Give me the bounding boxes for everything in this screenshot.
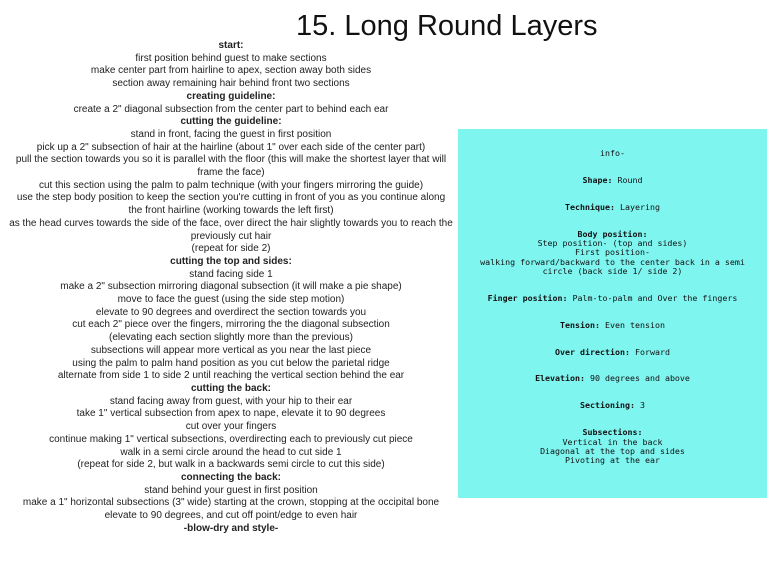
info-item <box>458 428 767 465</box>
info-value: Round <box>617 174 643 185</box>
info-label: Body position: <box>577 228 648 239</box>
step-line: (elevating each section slightly more than the previous) <box>108 332 354 344</box>
step-line: take 1" vertical subsection from apex to nape, elevate it to 90 degrees <box>76 408 386 420</box>
step-line: create a 2" diagonal subsection from the center part to behind each ear <box>73 103 389 115</box>
section-heading: creating guideline: <box>186 90 276 102</box>
step-line: stand in front, facing the guest in first position <box>130 128 332 140</box>
step-line: walk in a semi circle around the head to cut side 1 <box>120 446 342 458</box>
info-label: Tension: <box>560 319 600 330</box>
info-label: Technique: <box>565 201 615 212</box>
step-line: make a 2" subsection mirroring diagonal subsection (it will make a pie shape) <box>60 281 402 293</box>
step-line: stand facing side 1 <box>189 268 273 280</box>
info-box <box>458 129 767 498</box>
info-value: Layering <box>619 201 660 212</box>
step-line: subsections will appear more vertical as you near the last piece <box>90 344 372 356</box>
info-item <box>458 321 767 330</box>
section-heading: cutting the back: <box>190 382 271 394</box>
step-line: section away remaining hair behind front two sections <box>112 78 350 90</box>
info-label: Finger position: <box>487 292 568 303</box>
step-line: pick up a 2" subsection of hair at the hairline (about 1" over each side of the center part) <box>36 141 426 153</box>
info-item <box>458 176 767 185</box>
step-line: elevate to 90 degrees and overdirect the section towards you <box>95 306 367 318</box>
info-value: Step position- (top and sides) First position- walking forward/backward to the center back in a semi circle (back side 1/ side 2) <box>480 237 745 276</box>
step-line: make a 1" horizontal subsections (3" wide) starting at the crown, stopping at the occipital bone <box>22 497 440 509</box>
step-line: continue making 1" vertical subsections, overdirecting each to previously cut piece <box>49 433 413 445</box>
info-heading: info- <box>600 148 625 158</box>
info-value: Vertical in the back Diagonal at the top and sides Pivoting at the ear <box>540 436 685 466</box>
info-item <box>458 401 767 410</box>
step-line: frame the face) <box>197 167 265 179</box>
info-label: Shape: <box>582 174 613 185</box>
section-heading: connecting the back: <box>180 471 281 483</box>
info-item <box>458 230 767 276</box>
step-line: pull the section towards you so it is parallel with the floor (this will make the shortest layer that will <box>15 154 447 166</box>
step-line: previously cut hair <box>190 230 272 242</box>
step-line: (repeat for side 2) <box>191 243 271 255</box>
info-value: Forward <box>634 346 670 357</box>
section-heading: -blow-dry and style- <box>183 522 279 534</box>
step-line: make center part from hairline to apex, section away both sides <box>90 65 372 77</box>
step-line: the front hairline (working towards the left first) <box>128 205 334 217</box>
info-item <box>458 348 767 357</box>
section-heading: cutting the guideline: <box>180 116 282 128</box>
step-line: cut over your fingers <box>185 421 277 433</box>
procedure-steps <box>0 40 462 535</box>
step-line: cut each 2" piece over the fingers, mirroring the the diagonal subsection <box>72 319 390 331</box>
info-value: Even tension <box>605 319 665 330</box>
section-heading: cutting the top and sides: <box>170 255 292 267</box>
info-label: Over direction: <box>555 346 630 357</box>
step-line: cut this section using the palm to palm technique (with your fingers mirroring the guide) <box>38 179 424 191</box>
info-item <box>458 374 767 383</box>
info-label: Sectioning: <box>580 400 635 411</box>
step-line: use the step body position to keep the section you're cutting in front of you as you continue along <box>16 192 446 204</box>
step-line: alternate from side 1 to side 2 until reaching the vertical section behind the ear <box>57 370 405 382</box>
info-value: 3 <box>639 400 645 411</box>
info-item <box>458 203 767 212</box>
info-value: 90 degrees and above <box>590 373 690 384</box>
info-label: Elevation: <box>535 373 586 384</box>
step-line: using the palm to palm hand position as you cut below the parietal ridge <box>72 357 390 369</box>
step-line: stand facing away from guest, with your hip to their ear <box>109 395 353 407</box>
info-item <box>458 294 767 303</box>
info-label: Subsections: <box>582 427 643 438</box>
step-line: first position behind guest to make sections <box>135 52 327 64</box>
section-heading: start: <box>218 40 244 51</box>
step-line: elevate to 90 degrees, and cut off point/edge to even hair <box>104 510 358 522</box>
step-line: as the head curves towards the side of the face, over direct the hair slightly towards you to reach the <box>9 217 453 229</box>
step-line: move to face the guest (using the side step motion) <box>117 294 345 306</box>
info-value: Palm-to-palm and Over the fingers <box>572 292 738 303</box>
step-line: (repeat for side 2, but walk in a backwards semi circle to cut this side) <box>77 459 385 471</box>
step-line: stand behind your guest in first position <box>144 484 318 496</box>
page-title: 15. Long Round Layers <box>296 10 598 42</box>
